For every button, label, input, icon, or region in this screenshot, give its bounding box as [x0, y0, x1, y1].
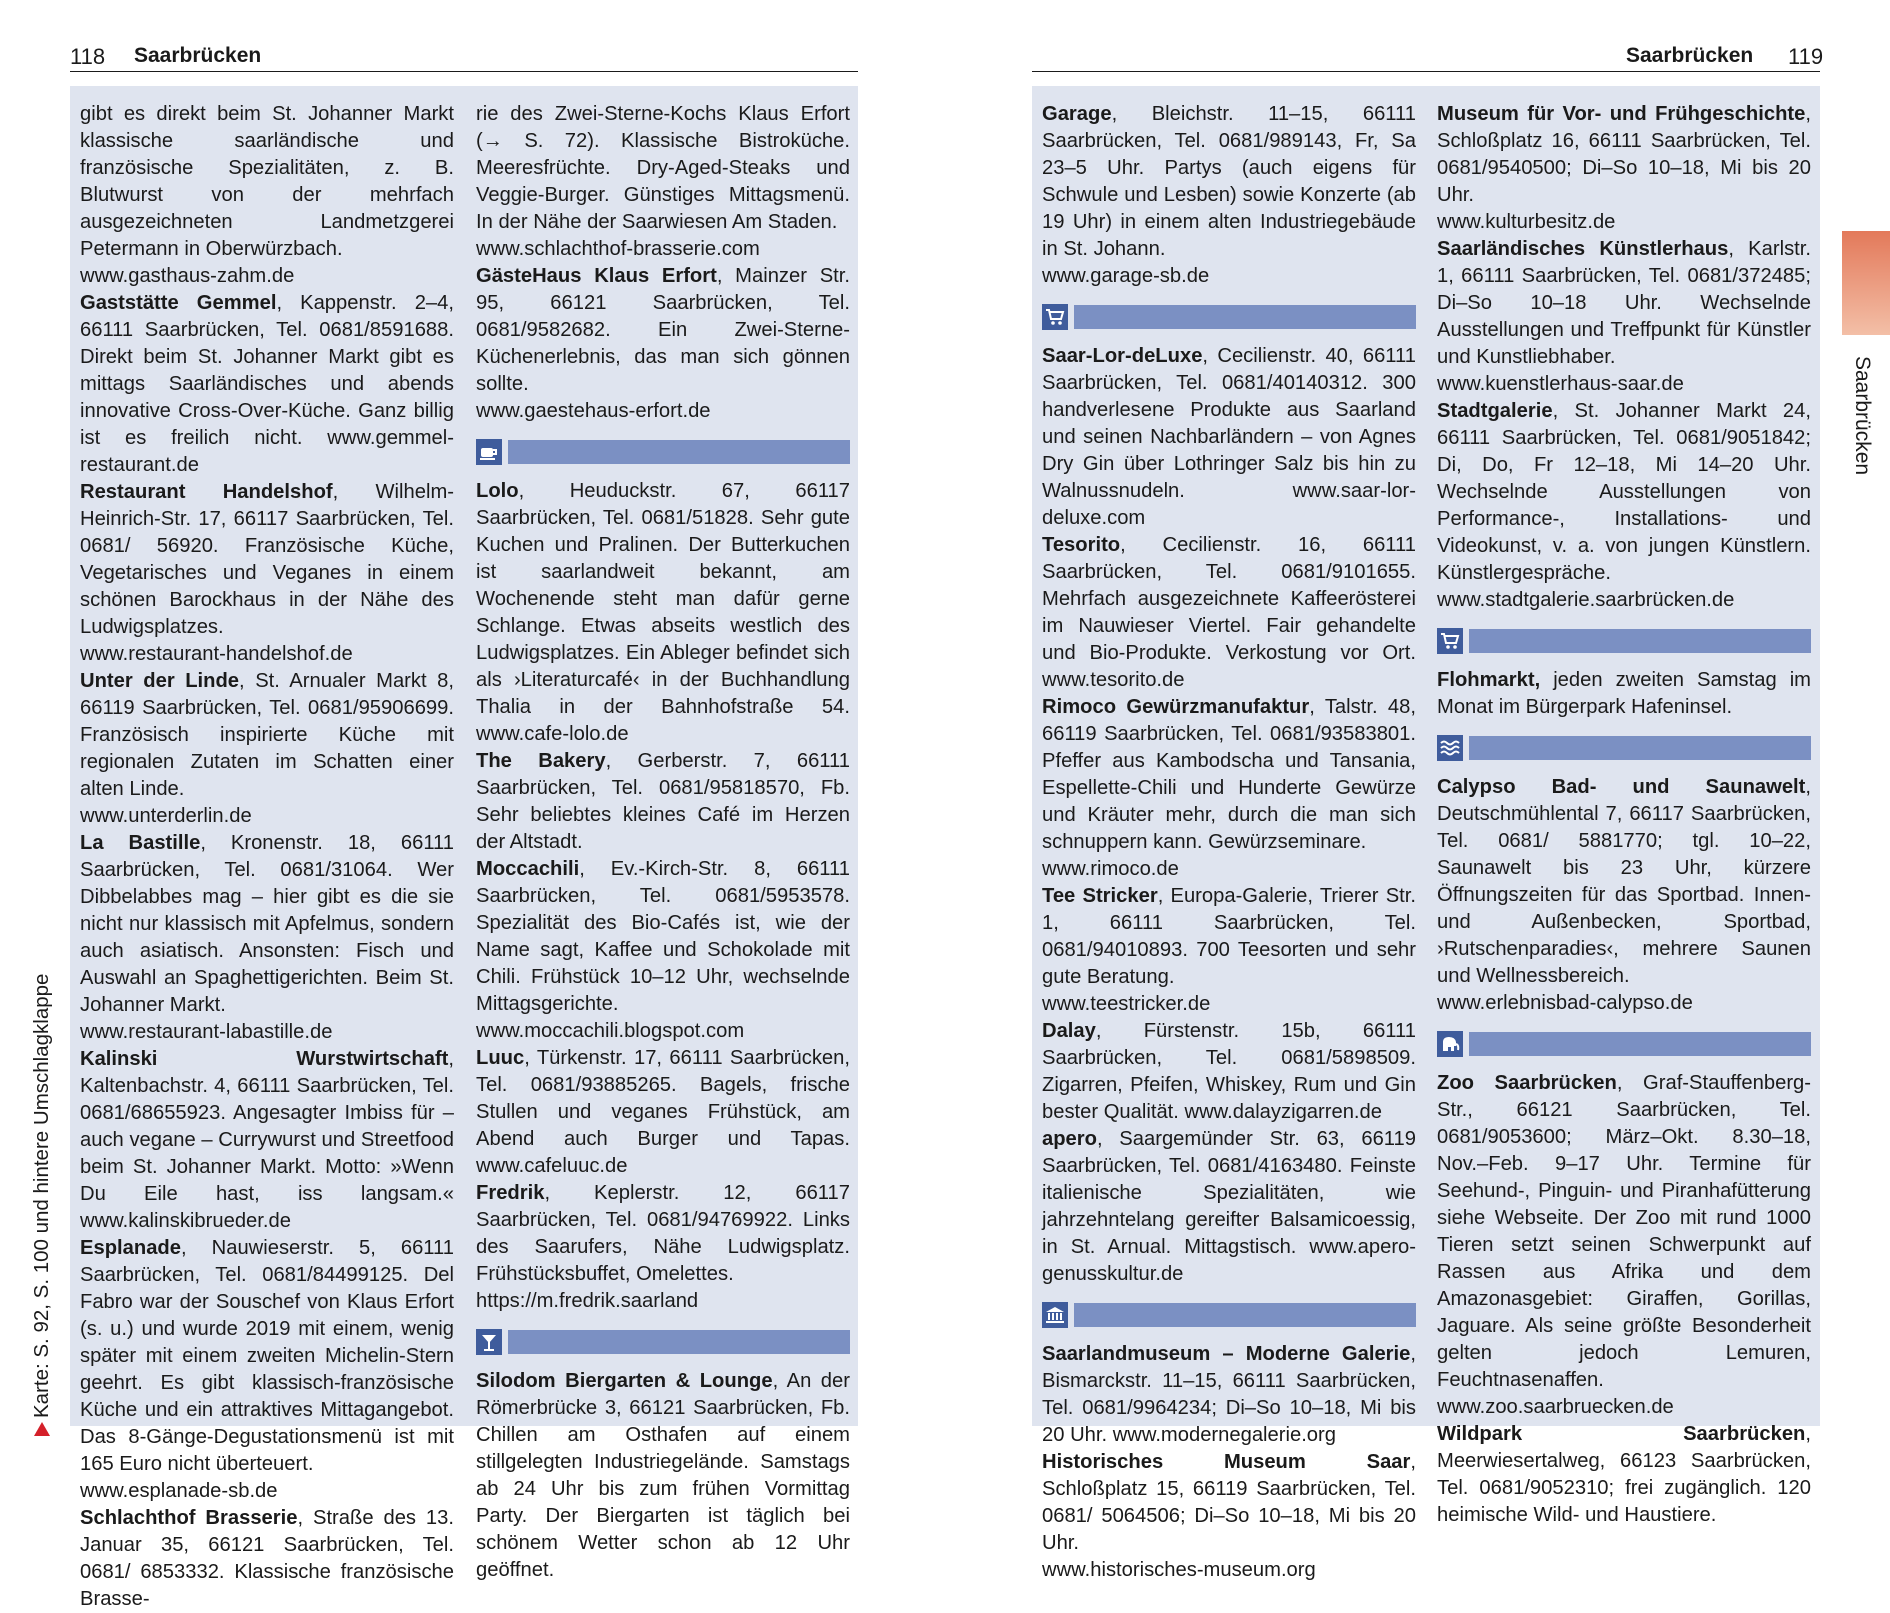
entry-url[interactable] — [476, 398, 850, 425]
entries-markets — [1437, 667, 1811, 721]
website-link[interactable]: www.restaurant-handelshof.de — [80, 643, 353, 665]
entry-text: rie des Zwei-Sterne-Kochs Klaus Erfort (→ S. 72). Klassische Bistroküche. Meeresfrüchte. Dry-Aged-Steaks und Veggie-Burger. Günstiges Mittagsmenü. In der Nähe der Saarwiesen Am Staden. — [476, 103, 850, 233]
entry-name: Lolo — [476, 480, 519, 502]
entry-paragraph — [80, 830, 454, 1019]
entry-paragraph — [1042, 1126, 1416, 1288]
entry-text: , Straße des 13. Januar 35, 66121 Saarbrücken, Tel. 0681/ 6853332. Klassische französische Brasse- — [80, 1507, 454, 1610]
website-link[interactable]: https://m.fredrik.saarland — [476, 1290, 699, 1312]
website-link[interactable]: www.zoo.saarbruecken.de — [1437, 1396, 1674, 1418]
section-header-bars — [476, 1328, 850, 1356]
entry-text: , St. Johanner Markt 24, 66111 Saarbrücken, Tel. 0681/9051842; Di, Do, Fr 12–18, Mi 14–20 Uhr. Wechselnde Ausstellungen von Performance-, Installations- und Videokunst, v. a. von jungen Künstlern. Künstlergespräche. — [1437, 400, 1811, 584]
entry-paragraph — [80, 101, 454, 263]
entry-url[interactable] — [1042, 263, 1416, 290]
entry-text: jeden zweiten Samstag im Monat im Bürgerpark Hafeninsel. — [1437, 669, 1811, 718]
entry-name: Saar-Lor-deLuxe — [1042, 345, 1203, 367]
entry-text: , Schloßplatz 16, 66111 Saarbrücken, Tel. 0681/9540500; Di–So 10–18, Mi bis 20 Uhr. — [1437, 103, 1811, 206]
entry-text: , Gerberstr. 7, 66111 Saarbrücken, Tel. 0681/95818570, Fb. Sehr beliebtes kleines Café im Herzen der Altstadt. — [476, 750, 850, 853]
entry-text: , An der Römerbrücke 3, 66121 Saarbrücken, Fb. Chillen am Osthafen auf einem stillgelegten Industriegelände. Samstags ab 24 Uhr bis zum frühen Vormittag Party. Der Biergarten ist täglich bei schönem Wetter schon ab 12 Uhr geöffnet. — [476, 1370, 850, 1581]
section-header-cafes — [476, 438, 850, 466]
section-bar — [1074, 305, 1416, 329]
entry-text: , Fürstenstr. 15b, 66111 Saarbrücken, Tel. 0681/5898509. Zigarren, Pfeifen, Whiskey, Rum und Gin bester Qualität. www.dalayzigarren.de — [1042, 1020, 1416, 1123]
entry-text: , Heuduckstr. 67, 66117 Saarbrücken, Tel. 0681/51828. Sehr gute Kuchen und Pralinen. Der Butterkuchen ist saarlandweit bekannt, am Wochenende steht man dafür gerne Schlange. Etwas abseits westlich des Ludwigsplatzes. Ein Ableger befindet sich als ›Literaturcafé‹ in der Buchhandlung Thalia in der Bahnhofstraße 54. www.cafe-lolo.de — [476, 480, 850, 745]
section-header-museums — [1042, 1301, 1416, 1329]
entry-name: Zoo Saarbrücken — [1437, 1072, 1617, 1094]
entries-col3-top — [1042, 101, 1416, 290]
entries-col4-top — [1437, 101, 1811, 614]
entry-url[interactable] — [1437, 1394, 1811, 1421]
website-link[interactable]: www.historisches-museum.org — [1042, 1559, 1316, 1581]
entry-name: The Bakery — [476, 750, 606, 772]
entries-zoo — [1437, 1070, 1811, 1529]
section-bar — [508, 440, 850, 464]
entry-name: La Bastille — [80, 832, 201, 854]
cocktail-glass-icon — [476, 1329, 502, 1355]
entry-paragraph — [80, 290, 454, 479]
entry-paragraph — [1437, 667, 1811, 721]
entry-name: Tee Stricker — [1042, 885, 1158, 907]
section-bar — [1469, 629, 1811, 653]
entry-paragraph — [1042, 101, 1416, 263]
museum-building-icon — [1042, 1302, 1068, 1328]
entry-url[interactable] — [80, 1019, 454, 1046]
entry-paragraph — [1042, 883, 1416, 991]
entry-name: Museum für Vor- und Frühgeschichte — [1437, 103, 1806, 125]
entry-name: Luuc — [476, 1047, 525, 1069]
website-link[interactable]: www.rimoco.de — [1042, 858, 1179, 880]
section-bar — [1469, 1032, 1811, 1056]
entry-paragraph — [1042, 532, 1416, 694]
entry-paragraph — [80, 1505, 454, 1613]
entry-url[interactable] — [80, 803, 454, 830]
entries-bars — [476, 1368, 850, 1584]
entry-name: Restaurant Handelshof — [80, 481, 333, 503]
entry-text: , Europa-Galerie, Trierer Str. 1, 66111 Saarbrücken, Tel. 0681/94010893. 700 Teesorten und sehr gute Beratung. — [1042, 885, 1417, 988]
entry-name: Saarländisches Künstlerhaus — [1437, 238, 1729, 260]
entry-paragraph — [1042, 1018, 1416, 1126]
entry-name: Dalay — [1042, 1020, 1096, 1042]
entry-text: , Wilhelm-Heinrich-Str. 17, 66117 Saarbrücken, Tel. 0681/ 56920. Französische Küche, Vegetarisches und Veganes in einem schönen Barockhaus in der Nähe des Ludwigsplatzes. — [80, 481, 454, 638]
entries-col2-top — [476, 101, 850, 425]
entry-paragraph — [1437, 398, 1811, 587]
entry-paragraph — [1042, 1341, 1416, 1449]
website-link[interactable]: www.teestricker.de — [1042, 993, 1211, 1015]
entry-name: Flohmarkt, — [1437, 669, 1541, 691]
entry-paragraph — [1437, 1070, 1811, 1394]
website-link[interactable]: www.gaestehaus-erfort.de — [476, 400, 711, 422]
entry-url[interactable] — [476, 236, 850, 263]
page-number-right: 119 — [1788, 44, 1824, 69]
entry-text: , Ev.-Kirch-Str. 8, 66111 Saarbrücken, Tel. 0681/5953578. Spezialität des Bio-Cafés ist, wie der Name sagt, Kaffee und Schokolade mit Chili. Frühstück 10–12 Uhr, wechselnde Mittagsgerichte. — [476, 858, 850, 1015]
entry-name: apero — [1042, 1128, 1097, 1150]
entry-paragraph — [80, 668, 454, 803]
entry-name: Calypso Bad- und Saunawelt — [1437, 776, 1806, 798]
entry-url[interactable] — [1437, 587, 1811, 614]
entries-baths — [1437, 774, 1811, 1017]
entry-paragraph — [80, 1235, 454, 1478]
entry-name: Moccachili — [476, 858, 580, 880]
section-bar — [508, 1330, 850, 1354]
entry-paragraph — [476, 748, 850, 856]
map-reference-note: Karte: S. 92, S. 100 und hintere Umschlagklappe — [30, 973, 53, 1418]
website-link[interactable]: www.unterderlin.de — [80, 805, 252, 827]
shopping-cart-icon — [1437, 628, 1463, 654]
entry-name: Unter der Linde — [80, 670, 240, 692]
red-arrow-icon — [34, 1422, 50, 1436]
running-head-left: Saarbrücken — [134, 44, 262, 67]
entry-url[interactable] — [80, 641, 454, 668]
website-link[interactable]: www.esplanade-sb.de — [80, 1480, 278, 1502]
entry-name: Garage — [1042, 103, 1112, 125]
column-3 — [1042, 101, 1416, 1584]
entry-text: , Talstr. 48, 66119 Saarbrücken, Tel. 0681/93583801. Pfeffer aus Kambodscha und Tansania, Espellette-Chili und Hunderte Gewürze und Kräuter mehr, durch die man sich schnuppern kann. Gewürzseminare. — [1042, 696, 1416, 853]
entry-url[interactable] — [1437, 371, 1811, 398]
page-number-left: 118 — [70, 44, 106, 69]
chapter-side-tab — [1842, 231, 1890, 335]
header-rule-left — [70, 71, 858, 72]
coffee-cup-icon — [476, 439, 502, 465]
entry-text: , Kaltenbachstr. 4, 66111 Saarbrücken, Tel. 0681/68655923. Angesagter Imbiss für – auch vegane – Currywurst und Streetfood beim St. Johanner Markt. Motto: »Wenn Du Eile hast, iss langsam.« www.kalinskibrueder.de — [80, 1048, 454, 1232]
entry-text: , Keplerstr. 12, 66117 Saarbrücken, Tel. 0681/94769922. Links des Saarufers, Nähe Ludwigsplatz. Frühstücksbuffet, Omelettes. — [476, 1182, 850, 1285]
entry-name: Silodom Biergarten & Lounge — [476, 1370, 773, 1392]
section-header-zoo — [1437, 1030, 1811, 1058]
entry-text: , Karlstr. 1, 66111 Saarbrücken, Tel. 0681/372485; Di–So 10–18 Uhr. Wechselnde Ausstellungen und Treffpunkt für Künstler und Kunstliebhaber. — [1437, 238, 1811, 368]
entry-text: , Kronenstr. 18, 66111 Saarbrücken, Tel. 0681/31064. Wer Dibbelabbes mag – hier gibt es die sie nicht nur klassisch mit Apfelmus, sondern auch asiatisch. Ansonsten: Fisch und Auswahl an Spaghettigerichten. Beim St. Johanner Markt. — [80, 832, 455, 1016]
website-link[interactable]: www.gasthaus-zahm.de — [80, 265, 295, 287]
entry-paragraph — [1437, 1421, 1811, 1529]
entry-name: Tesorito — [1042, 534, 1121, 556]
column-1 — [80, 101, 454, 1613]
shopping-cart-icon — [1042, 304, 1068, 330]
entry-paragraph — [1437, 236, 1811, 371]
entry-text: , Mainzer Str. 95, 66121 Saarbrücken, Tel. 0681/9582682. Ein Zwei-Sterne-Küchenerlebnis, das man sich gönnen sollte. — [476, 265, 850, 395]
entry-name: Rimoco Gewürzmanufaktur — [1042, 696, 1310, 718]
entry-url[interactable] — [1437, 209, 1811, 236]
website-link[interactable]: www.erlebnisbad-calypso.de — [1437, 992, 1693, 1014]
entry-paragraph — [80, 1046, 454, 1235]
entry-text: , Bleichstr. 11–15, 66111 Saarbrücken, Tel. 0681/989143, Fr, Sa 23–5 Uhr. Partys (auch eigens für Schwule und Lesben) sowie Konzerte (ab 19 Uhr) in einem alten Industriegebäude in St. Johann. — [1042, 103, 1416, 260]
chapter-side-label: Saarbrücken — [1851, 356, 1874, 476]
website-link[interactable]: www.kuenstlerhaus-saar.de — [1437, 373, 1684, 395]
entry-paragraph — [476, 263, 850, 398]
entry-name: Stadtgalerie — [1437, 400, 1553, 422]
entries-shopping — [1042, 343, 1416, 1288]
entry-name: Schlachthof Brasserie — [80, 1507, 298, 1529]
entry-url[interactable] — [1042, 991, 1416, 1018]
running-head-right: Saarbrücken — [1626, 44, 1754, 67]
entry-text: gibt es direkt beim St. Johanner Markt klassische saarländische und französische Spezialitäten, z. B. Blutwurst von der mehrfach ausgezeichneten Landmetzgerei Petermann in Oberwürzbach. — [80, 103, 454, 260]
column-4 — [1437, 101, 1811, 1529]
entry-text: , Graf-Stauffenberg-Str., 66121 Saarbrücken, Tel. 0681/9053600; März–Okt. 8.30–18, Nov.–Feb. 9–17 Uhr. Termine für Seehund-, Pinguin- und Piranhafütterung siehe Webseite. Der Zoo mit rund 1000 Tieren setzt seinen Schwerpunkt auf Rassen aus Afrika und dem Amazonasgebiet: Giraffen, Gorillas, Jaguare. Als seine größte Besonderheit gelten jedoch Lemuren, Feuchtnasenaffen. — [1437, 1072, 1811, 1391]
entry-text: , St. Arnualer Markt 8, 66119 Saarbrücken, Tel. 0681/95906699. Französisch inspirierte Küche mit regionalen Zutaten im Schatten einer alten Linde. — [80, 670, 454, 800]
website-link[interactable]: www.stadtgalerie.saarbrücken.de — [1437, 589, 1735, 611]
entry-name: Kalinski Wurstwirtschaft — [80, 1048, 449, 1070]
entry-text: , Kappenstr. 2–4, 66111 Saarbrücken, Tel. 0681/8591688. Direkt beim St. Johanner Markt gibt es mittags Saarländisches und abends innovative Cross-Over-Küche. Ganz billig ist es freilich nicht. www.gemmel-restaurant.de — [80, 292, 454, 476]
section-bar — [1469, 736, 1811, 760]
column-2 — [476, 101, 850, 1584]
entry-name: Gaststätte Gemmel — [80, 292, 277, 314]
website-link[interactable]: www.schlachthof-brasserie.com — [476, 238, 760, 260]
entry-url[interactable] — [1042, 1557, 1416, 1584]
website-link[interactable]: www.restaurant-labastille.de — [80, 1021, 333, 1043]
entry-paragraph — [1042, 694, 1416, 856]
entry-name: Wildpark Saarbrücken — [1437, 1423, 1806, 1445]
entry-name: Saarlandmuseum – Moderne Galerie — [1042, 1343, 1411, 1365]
entry-url[interactable] — [80, 263, 454, 290]
entries-cafes — [476, 478, 850, 1315]
entry-paragraph — [476, 101, 850, 236]
website-link[interactable]: www.garage-sb.de — [1042, 265, 1210, 287]
entry-paragraph — [476, 1045, 850, 1180]
website-link[interactable]: www.kulturbesitz.de — [1437, 211, 1616, 233]
entries-museums — [1042, 1341, 1416, 1584]
entry-url[interactable] — [476, 1018, 850, 1045]
entry-text: , Türkenstr. 17, 66111 Saarbrücken, Tel. 0681/93885265. Bagels, frische Stullen und veganes Frühstück, am Abend auch Burger und Tapas. www.cafeluuc.de — [476, 1047, 850, 1177]
entry-paragraph — [476, 856, 850, 1018]
website-link[interactable]: www.moccachili.blogspot.com — [476, 1020, 745, 1042]
entry-paragraph — [1042, 343, 1416, 532]
water-waves-icon — [1437, 735, 1463, 761]
entry-text: , Schloßplatz 15, 66119 Saarbrücken, Tel. 0681/ 5064506; Di–So 10–18, Mi bis 20 Uhr. — [1042, 1451, 1416, 1554]
entry-paragraph — [476, 478, 850, 748]
zoo-elephant-icon — [1437, 1031, 1463, 1057]
entry-text: , Cecilienstr. 16, 66111 Saarbrücken, Tel. 0681/9101655. Mehrfach ausgezeichnete Kaffeerösterei im Nauwieser Viertel. Fair gehandelte und Bio-Produkte. Verkostung vor Ort. www.tesorito.de — [1042, 534, 1416, 691]
entries-col1 — [80, 101, 454, 1613]
entry-url[interactable] — [1042, 856, 1416, 883]
entry-paragraph — [476, 1368, 850, 1584]
entry-paragraph — [1437, 774, 1811, 990]
entry-name: GästeHaus Klaus Erfort — [476, 265, 717, 287]
section-header-markets — [1437, 627, 1811, 655]
header-rule-right — [1032, 71, 1820, 72]
entry-text: , Meerwiesertalweg, 66123 Saarbrücken, Tel. 0681/9052310; frei zugänglich. 120 heimische Wild- und Haustiere. — [1437, 1423, 1811, 1526]
entry-name: Historisches Museum Saar — [1042, 1451, 1411, 1473]
entry-text: , Nauwieserstr. 5, 66111 Saarbrücken, Tel. 0681/84499125. Del Fabro war der Souschef von Klaus Erfort (s. u.) und wurde 2019 mit einem, wenig später mit einem zweiten Michelin-Stern geehrt. Es gibt klassisch-französische Küche und ein attraktives Mittagangebot. Das 8-Gänge-Degustationsmenü ist mit 165 Euro nicht überteuert. — [80, 1237, 454, 1475]
section-bar — [1074, 1303, 1416, 1327]
entry-name: Fredrik — [476, 1182, 545, 1204]
entry-text: , Bismarckstr. 11–15, 66111 Saarbrücken, Tel. 0681/9964234; Di–So 10–18, Mi bis 20 Uhr. www.modernegalerie.org — [1042, 1343, 1416, 1446]
entry-text: , Deutschmühlental 7, 66117 Saarbrücken, Tel. 0681/ 5881770; tgl. 10–22, Saunawelt bis 23 Uhr, kürzere Öffnungszeiten für das Sportbad. Innen- und Außenbecken, Sportbad, ›Rutschenparadies‹, mehrere Saunen und Wellnessbereich. — [1437, 776, 1811, 987]
entry-paragraph — [80, 479, 454, 641]
section-header-baths — [1437, 734, 1811, 762]
entry-paragraph — [1042, 1449, 1416, 1557]
entry-text: , Cecilienstr. 40, 66111 Saarbrücken, Tel. 0681/40140312. 300 handverlesene Produkte aus Saarland und seinen Nachbarländern – von Agnes Dry Gin über Lothringer Salz bis hin zu Walnussnudeln. www.saar-lor-deluxe.com — [1042, 345, 1416, 529]
entry-name: Esplanade — [80, 1237, 181, 1259]
entry-paragraph — [476, 1180, 850, 1288]
entry-url[interactable] — [476, 1288, 850, 1315]
entry-paragraph — [1437, 101, 1811, 209]
section-header-shopping — [1042, 303, 1416, 331]
entry-text: , Saargemünder Str. 63, 66119 Saarbrücken, Tel. 0681/4163480. Feinste italienische Spezialitäten, wie jahrzehntelang gereifter Balsamicoessig, in St. Arnual. Mittagstisch. www.apero-genusskultur.de — [1042, 1128, 1416, 1285]
entry-url[interactable] — [1437, 990, 1811, 1017]
entry-url[interactable] — [80, 1478, 454, 1505]
